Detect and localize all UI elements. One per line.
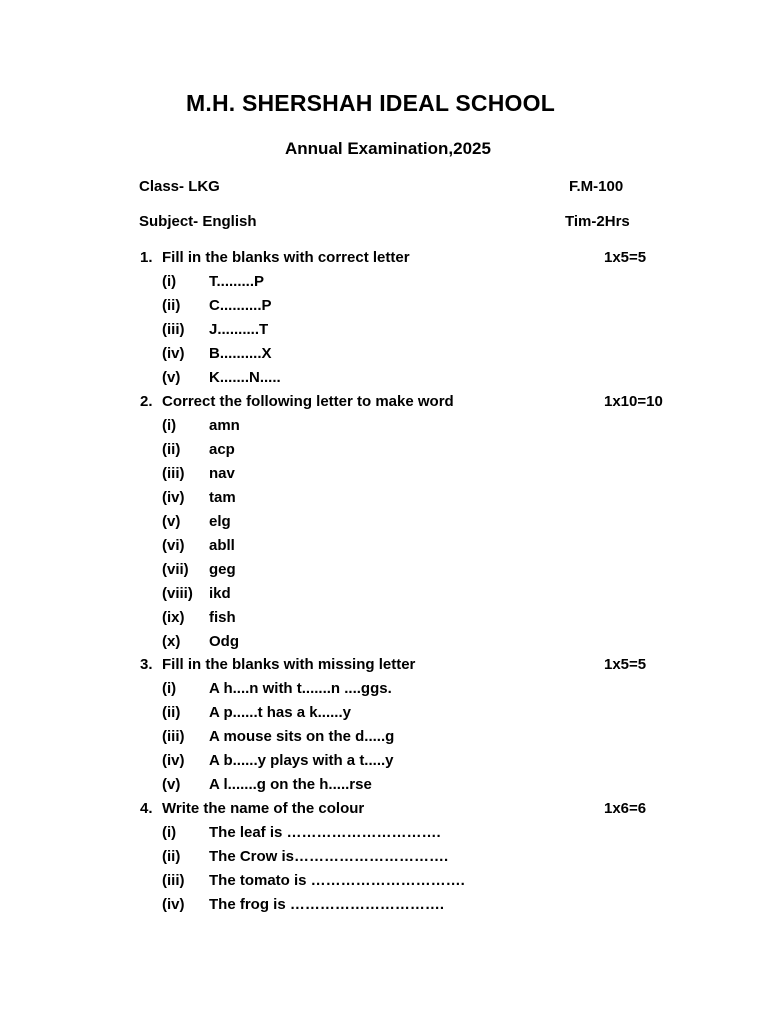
question-item <box>162 704 582 726</box>
question-item <box>162 321 582 343</box>
item-text: ikd <box>209 585 231 602</box>
question-item <box>162 609 582 631</box>
item-numeral: (v) <box>162 369 181 386</box>
item-numeral: (i) <box>162 680 177 697</box>
item-text: fish <box>209 609 236 626</box>
item-text: A p......t has a k......y <box>209 704 351 721</box>
question-item <box>162 465 582 487</box>
question-item <box>162 752 582 774</box>
question-item <box>162 585 582 607</box>
item-text: amn <box>209 417 240 434</box>
question-text: Write the name of the colour <box>162 800 365 817</box>
item-numeral: (x) <box>162 633 181 650</box>
item-numeral: (vii) <box>162 561 189 578</box>
question-number: 4. <box>140 800 153 817</box>
item-numeral: (iv) <box>162 896 185 913</box>
question-item <box>162 728 582 750</box>
question-number: 1. <box>140 249 153 266</box>
full-marks: F.M-100 <box>569 178 624 195</box>
question-2 <box>140 393 663 415</box>
item-numeral: (ii) <box>162 297 181 314</box>
item-numeral: (vi) <box>162 537 185 554</box>
item-numeral: (ii) <box>162 848 181 865</box>
question-item <box>162 441 582 463</box>
exam-time: Tim-2Hrs <box>565 213 630 230</box>
item-text: The Crow is…………………………. <box>209 848 449 865</box>
question-1 <box>140 249 660 271</box>
question-marks: 1x5=5 <box>604 249 647 266</box>
item-text: tam <box>209 489 236 506</box>
item-text: J..........T <box>209 321 269 338</box>
question-item <box>162 776 582 798</box>
question-item <box>162 872 582 894</box>
item-text: Odg <box>209 633 239 650</box>
item-text: A b......y plays with a t.....y <box>209 752 394 769</box>
class-label: Class- LKG <box>139 178 220 195</box>
question-item <box>162 561 582 583</box>
item-text: The leaf is …………………………. <box>209 824 441 841</box>
item-text: A mouse sits on the d.....g <box>209 728 395 745</box>
item-text: elg <box>209 513 231 530</box>
item-text: The frog is …………………………. <box>209 896 445 913</box>
question-item <box>162 369 582 391</box>
question-marks: 1x5=5 <box>604 656 647 673</box>
question-item <box>162 680 582 702</box>
question-4 <box>140 800 660 822</box>
item-text: C..........P <box>209 297 272 314</box>
item-numeral: (iii) <box>162 465 185 482</box>
item-numeral: (iv) <box>162 752 185 769</box>
question-item <box>162 297 582 319</box>
item-numeral: (ii) <box>162 704 181 721</box>
question-text: Correct the following letter to make word <box>162 393 454 410</box>
item-text: The tomato is …………………………. <box>209 872 465 889</box>
item-numeral: (iii) <box>162 872 185 889</box>
item-numeral: (iii) <box>162 728 185 745</box>
question-number: 2. <box>140 393 153 410</box>
question-item <box>162 345 582 367</box>
item-text: A l.......g on the h.....rse <box>209 776 372 793</box>
question-item <box>162 824 582 846</box>
item-text: T.........P <box>209 273 265 290</box>
subject-label: Subject- English <box>139 213 257 230</box>
question-item <box>162 896 582 918</box>
question-item <box>162 489 582 511</box>
question-number: 3. <box>140 656 153 673</box>
question-marks: 1x10=10 <box>604 393 663 410</box>
question-item <box>162 273 582 295</box>
item-numeral: (iv) <box>162 489 185 506</box>
question-item <box>162 633 582 655</box>
item-numeral: (iv) <box>162 345 185 362</box>
item-numeral: (i) <box>162 417 177 434</box>
school-name: M.H. SHERSHAH IDEAL SCHOOL <box>186 90 555 116</box>
item-numeral: (i) <box>162 273 177 290</box>
item-numeral: (i) <box>162 824 177 841</box>
question-item <box>162 537 582 559</box>
item-numeral: (v) <box>162 513 181 530</box>
question-item <box>162 417 582 439</box>
item-text: A h....n with t.......n ....ggs. <box>209 680 392 697</box>
item-text: abll <box>209 537 235 554</box>
question-text: Fill in the blanks with missing letter <box>162 656 416 673</box>
item-text: B..........X <box>209 345 272 362</box>
item-text: nav <box>209 465 235 482</box>
item-numeral: (iii) <box>162 321 185 338</box>
question-text: Fill in the blanks with correct letter <box>162 249 410 266</box>
question-item <box>162 513 582 535</box>
item-text: acp <box>209 441 235 458</box>
question-item <box>162 848 582 870</box>
item-text: K.......N..... <box>209 369 281 386</box>
question-3 <box>140 656 660 678</box>
item-numeral: (viii) <box>162 585 193 602</box>
item-numeral: (v) <box>162 776 181 793</box>
question-marks: 1x6=6 <box>604 800 647 817</box>
item-numeral: (ii) <box>162 441 181 458</box>
item-text: geg <box>209 561 236 578</box>
exam-title: Annual Examination,2025 <box>285 139 491 158</box>
item-numeral: (ix) <box>162 609 185 626</box>
